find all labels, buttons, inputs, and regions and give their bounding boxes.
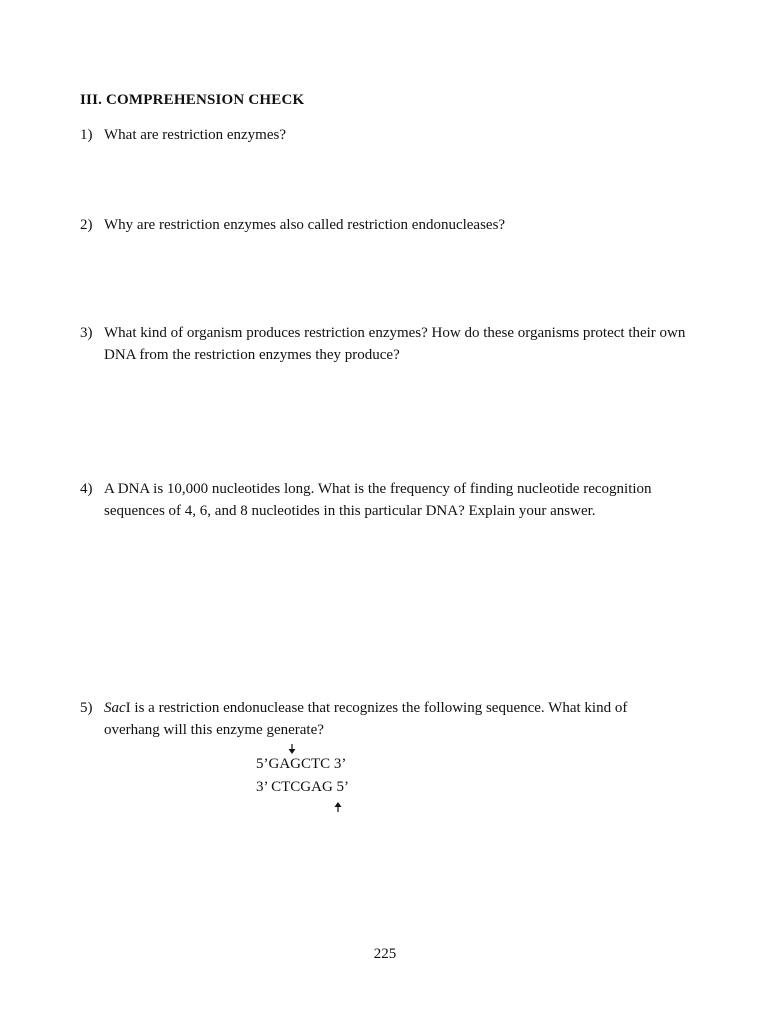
enzyme-name: Sac: [104, 700, 126, 716]
question-text: Why are restriction enzymes also called restriction endonucleases?: [104, 217, 506, 233]
question-2: [80, 214, 700, 236]
top-strand: 5’GAGCTC 3’: [256, 756, 347, 772]
question-number: 3): [80, 325, 93, 341]
page-number: 225: [373, 946, 397, 962]
question-number: 5): [80, 700, 93, 716]
question-5: [80, 697, 670, 741]
question-number: 4): [80, 481, 93, 497]
recognition-sequence: [256, 744, 416, 814]
question-number: 1): [80, 127, 93, 143]
question-text: What are restriction enzymes?: [104, 127, 286, 143]
bottom-strand: 3’ CTCGAG 5’: [256, 779, 350, 795]
question-number: 2): [80, 217, 93, 233]
question-4: [80, 478, 690, 522]
cut-arrow-down-icon: [288, 744, 296, 754]
question-text: [104, 697, 670, 741]
question-text: A DNA is 10,000 nucleotides long. What is the frequency of finding nucleotide recognition sequences of 4, 6, and 8 nucleotides in this particular DNA? Explain your answer.: [104, 481, 652, 519]
question-text: What kind of organism produces restriction enzymes? How do these organisms protect their own DNA from the restriction enzymes they produce?: [104, 325, 686, 363]
question-body: I is a restriction endonuclease that recognizes the following sequence. What kind of overhang will this enzyme generate?: [104, 700, 628, 738]
question-3: [80, 322, 690, 366]
section-heading: III. COMPREHENSION CHECK: [80, 92, 305, 108]
cut-arrow-up-icon: [334, 802, 342, 812]
question-1: [80, 124, 700, 146]
